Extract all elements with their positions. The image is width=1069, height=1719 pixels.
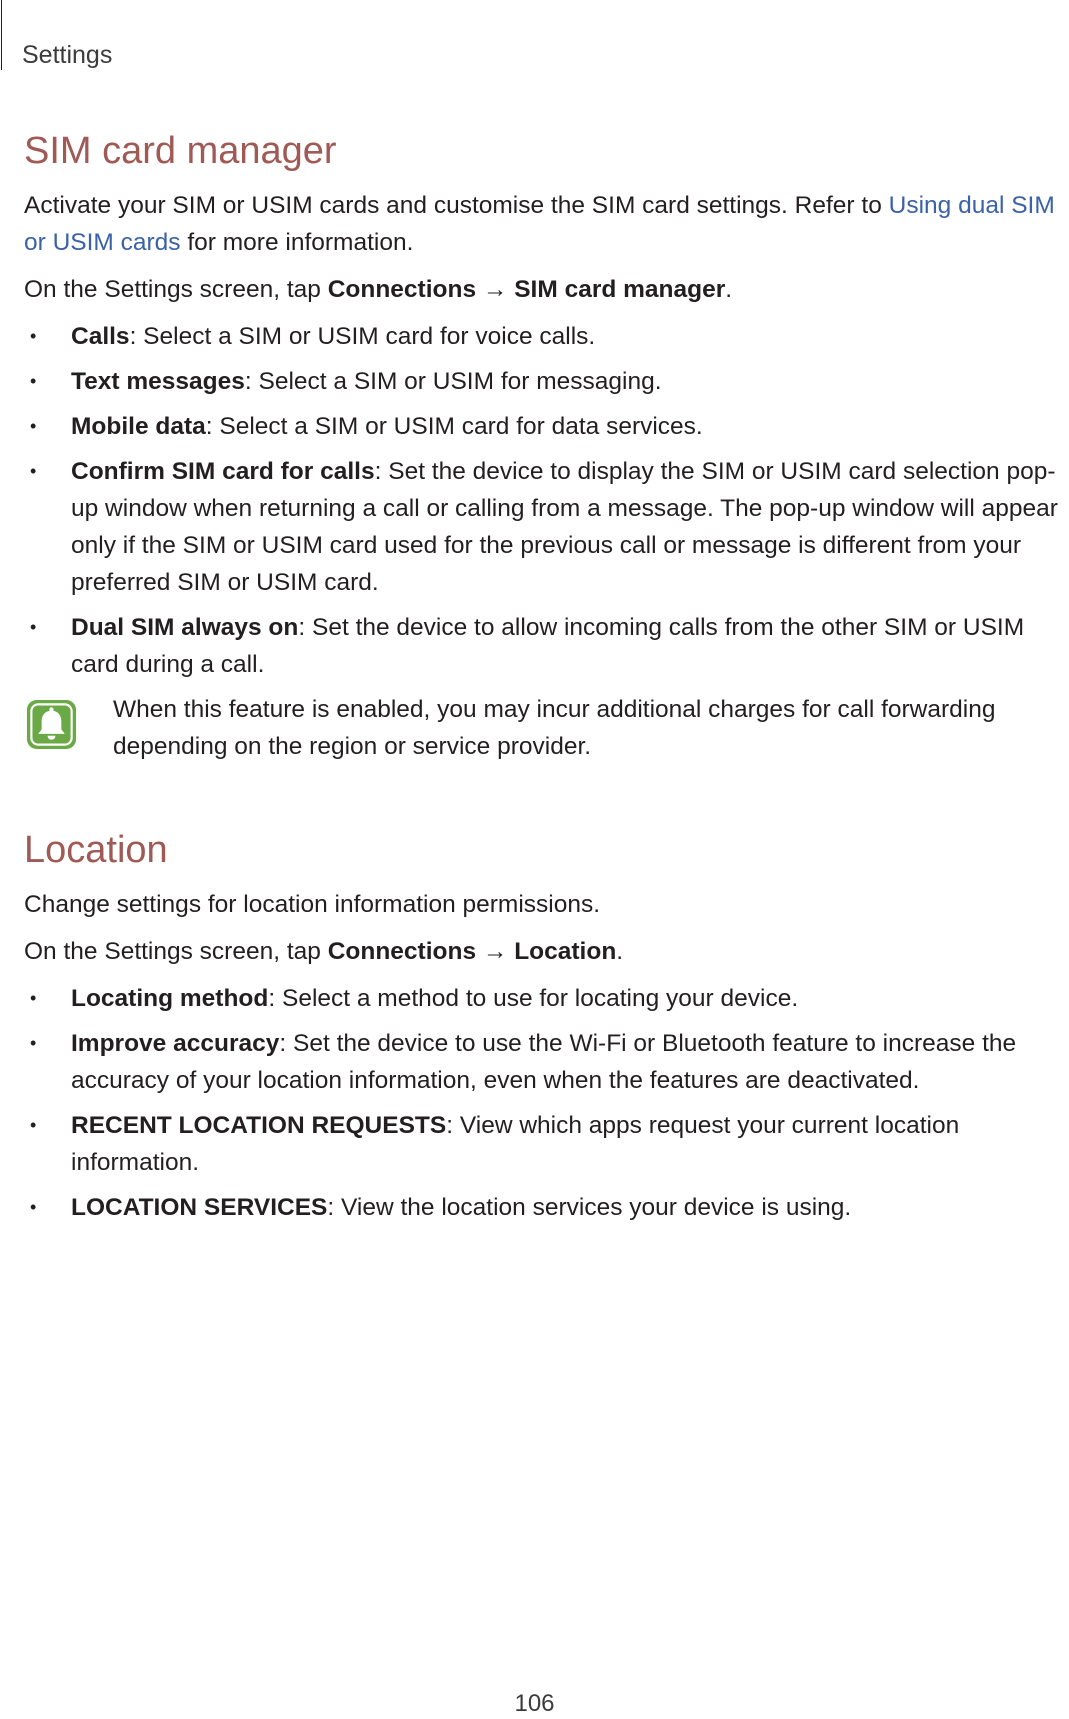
sim-options-list — [24, 318, 1064, 683]
path-sim-card-manager: SIM card manager — [514, 276, 726, 303]
list-item — [24, 1189, 1064, 1226]
list-item — [24, 318, 1064, 355]
option-term: LOCATION SERVICES — [71, 1194, 328, 1221]
page-content — [24, 130, 1064, 1234]
option-term: Confirm SIM card for calls — [71, 458, 375, 485]
option-description: : Set the device to allow incoming calls from the other SIM or USIM card during a call. — [71, 614, 1025, 678]
path-arrow: → — [476, 938, 515, 965]
list-item — [24, 609, 1064, 683]
option-term: Locating method — [71, 985, 269, 1012]
option-description: : Select a SIM or USIM card for voice calls. — [129, 323, 596, 350]
bullet: • — [30, 416, 37, 436]
list-item — [24, 453, 1064, 601]
intro-text: Activate your SIM or USIM cards and customise the SIM card settings. Refer to — [24, 192, 889, 219]
intro-text-end: for more information. — [180, 229, 414, 256]
option-description: : View the location services your device is using. — [327, 1194, 852, 1221]
option-term: Improve accuracy — [71, 1030, 280, 1057]
bullet: • — [30, 461, 37, 481]
path-arrow: → — [476, 276, 515, 303]
list-item — [24, 980, 1064, 1017]
path-end: . — [725, 276, 733, 303]
section-heading: Location — [24, 829, 168, 871]
running-header: Settings — [22, 41, 113, 69]
path-connections: Connections — [327, 938, 477, 965]
bullet: • — [30, 1197, 37, 1217]
intro-paragraph — [24, 187, 1064, 261]
page-marker — [1, 0, 2, 70]
option-description: : Set the device to display the SIM or USIM card selection pop-up window when returning a call or calling from a message. The pop-up window will appear only if the SIM or USIM card used for the previous call or message is different from your preferred SIM or USIM card. — [71, 458, 1058, 596]
list-item — [24, 363, 1064, 400]
option-term: Calls — [71, 323, 130, 350]
path-prefix: On the Settings screen, tap — [24, 276, 328, 303]
navigation-path — [24, 933, 1064, 970]
option-description: : Select a SIM or USIM card for data services. — [205, 413, 703, 440]
option-description: : View which apps request your current location information. — [71, 1112, 960, 1176]
path-prefix: On the Settings screen, tap — [24, 938, 328, 965]
list-item — [24, 1107, 1064, 1181]
option-description: : Select a method to use for locating your device. — [268, 985, 799, 1012]
list-item — [24, 1025, 1064, 1099]
option-term: RECENT LOCATION REQUESTS — [71, 1112, 447, 1139]
location-options-list — [24, 980, 1064, 1226]
list-item — [24, 408, 1064, 445]
section-heading: SIM card manager — [24, 130, 337, 172]
option-term: Dual SIM always on — [71, 614, 299, 641]
option-term: Mobile data — [71, 413, 206, 440]
path-location: Location — [514, 938, 617, 965]
cross-reference-link[interactable]: Using dual SIM or USIM cards — [24, 192, 1055, 256]
page-number: 106 — [514, 1690, 555, 1717]
path-end: . — [616, 938, 624, 965]
option-description: : Select a SIM or USIM for messaging. — [244, 368, 662, 395]
bell-icon — [24, 697, 79, 752]
location-section — [24, 829, 1064, 1226]
option-term: Text messages — [71, 368, 245, 395]
bullet: • — [30, 1033, 37, 1053]
note-callout — [24, 691, 1064, 771]
option-description: : Set the device to use the Wi-Fi or Bluetooth feature to increase the accuracy of your location information, even when the features are deactivated. — [71, 1030, 1017, 1094]
bullet: • — [30, 1115, 37, 1135]
note-text: When this feature is enabled, you may incur additional charges for call forwarding depending on the region or service provider. — [113, 696, 996, 760]
navigation-path — [24, 271, 1064, 308]
bullet: • — [30, 988, 37, 1008]
bullet: • — [30, 326, 37, 346]
sim-card-manager-section — [24, 130, 1064, 771]
bullet: • — [30, 617, 37, 637]
path-connections: Connections — [327, 276, 477, 303]
intro-paragraph: Change settings for location information permissions. — [24, 891, 601, 918]
bullet: • — [30, 371, 37, 391]
